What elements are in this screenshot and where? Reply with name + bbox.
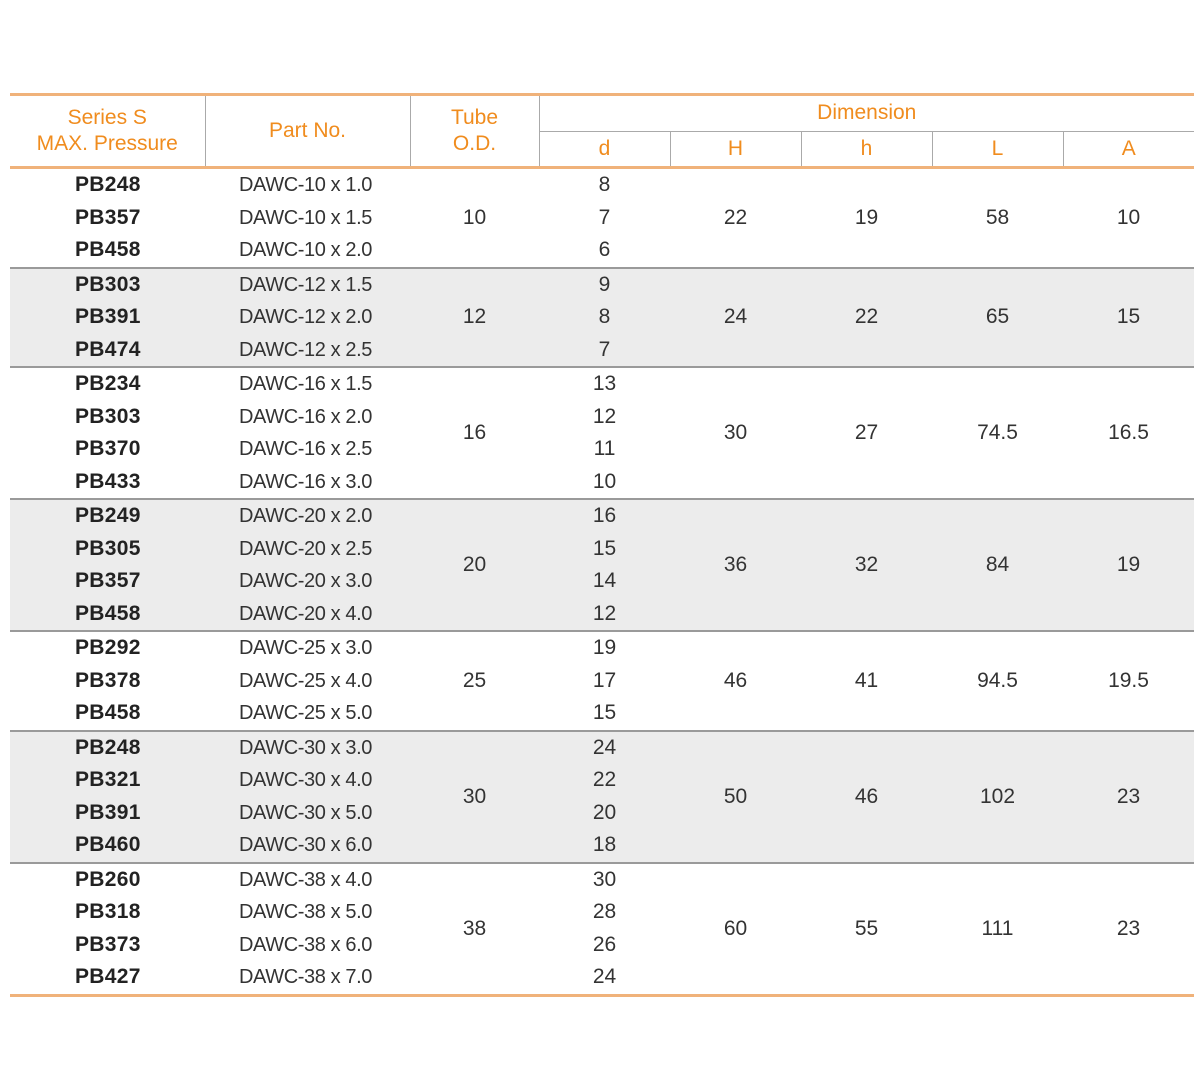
dim-d-cell: 7 (598, 205, 611, 229)
table-row (10, 168, 1194, 202)
series-cell: PB248 (75, 173, 141, 197)
series-cell: PB303 (75, 404, 141, 428)
table-row (10, 367, 1194, 401)
dim-d-cell: 13 (592, 372, 617, 396)
dim-L-cell: 74.5 (932, 367, 1063, 499)
dimension-header: Dimension (539, 95, 1194, 132)
dim-A-cell: 19.5 (1063, 631, 1194, 731)
part-number-cell: DAWC-38 x 5.0 (239, 901, 372, 924)
dim-header-L: L (932, 131, 1063, 168)
part-number-cell: DAWC-25 x 4.0 (239, 669, 372, 692)
dim-d-cell: 12 (539, 598, 670, 632)
dim-L-cell: 58 (932, 168, 1063, 268)
part-number-cell: DAWC-16 x 1.5 (239, 373, 372, 396)
dim-L-cell: 111 (932, 863, 1063, 996)
series-header (10, 95, 205, 168)
dim-L-cell: 94.5 (932, 631, 1063, 731)
part-number-cell: DAWC-20 x 4.0 (205, 598, 410, 632)
dim-header-H: H (670, 131, 801, 168)
tube-header-line2: O.D. (452, 132, 497, 155)
series-cell: PB391 (10, 797, 205, 830)
part-number-cell: DAWC-16 x 3.0 (205, 466, 410, 500)
series-cell: PB234 (75, 372, 141, 396)
dim-d-cell: 11 (593, 437, 616, 461)
tube-header (410, 95, 539, 168)
part-number-cell: DAWC-10 x 2.0 (205, 234, 410, 268)
dim-L-cell: 65 (932, 268, 1063, 368)
dim-h-cell: 19 (801, 168, 932, 268)
part-number-cell: DAWC-12 x 2.5 (205, 334, 410, 368)
part-number-cell: DAWC-10 x 1.5 (239, 206, 372, 229)
dim-H-cell: 30 (670, 367, 801, 499)
part-number-cell: DAWC-20 x 2.0 (205, 499, 410, 533)
dim-A-cell: 23 (1063, 863, 1194, 996)
dim-L-cell: 102 (932, 731, 1063, 863)
part-number-cell: DAWC-30 x 6.0 (205, 829, 410, 863)
dim-d-cell: 7 (539, 334, 670, 368)
table-row (10, 863, 1194, 897)
dim-H-cell: 60 (670, 863, 801, 996)
part-number-cell: DAWC-25 x 3.0 (239, 637, 372, 660)
series-header-line1: Series S (67, 106, 147, 129)
part-number-cell: DAWC-16 x 2.0 (239, 405, 372, 428)
dim-d-cell: 28 (592, 900, 617, 924)
series-cell: PB318 (75, 900, 141, 924)
part-number-cell: DAWC-12 x 1.5 (205, 268, 410, 302)
tube-od-cell: 30 (410, 731, 539, 863)
table-row (10, 499, 1194, 533)
dim-H-cell: 50 (670, 731, 801, 863)
table-group (10, 863, 1194, 996)
dim-d-cell: 19 (592, 636, 617, 660)
dim-header-h: h (801, 131, 932, 168)
table-header (10, 95, 1194, 168)
series-cell: PB357 (10, 565, 205, 598)
dim-d-cell: 6 (539, 234, 670, 268)
series-cell: PB249 (10, 499, 205, 533)
tube-od-cell: 25 (410, 631, 539, 731)
dim-d-cell: 26 (592, 932, 617, 956)
dim-h-cell: 22 (801, 268, 932, 368)
part-number-cell: DAWC-38 x 6.0 (239, 933, 372, 956)
tube-od-cell: 16 (410, 367, 539, 499)
dim-A-cell: 15 (1063, 268, 1194, 368)
dim-h-cell: 46 (801, 731, 932, 863)
series-cell: PB460 (10, 829, 205, 863)
dim-A-cell: 23 (1063, 731, 1194, 863)
part-number-cell: DAWC-30 x 3.0 (205, 731, 410, 765)
dim-H-cell: 36 (670, 499, 801, 631)
series-cell: PB458 (10, 234, 205, 268)
series-cell: PB303 (10, 268, 205, 302)
dim-d-cell: 18 (539, 829, 670, 863)
dim-L-cell: 84 (932, 499, 1063, 631)
series-cell: PB458 (10, 598, 205, 632)
part-number-cell: DAWC-10 x 1.0 (239, 174, 372, 197)
dim-d-cell: 9 (539, 268, 670, 302)
series-cell: PB391 (10, 301, 205, 334)
dim-d-cell: 17 (592, 668, 617, 692)
dim-A-cell: 19 (1063, 499, 1194, 631)
part-number-cell: DAWC-12 x 2.0 (205, 301, 410, 334)
series-cell: PB458 (10, 697, 205, 731)
series-cell: PB370 (75, 437, 141, 461)
dim-d-cell: 15 (539, 697, 670, 731)
spec-table (10, 93, 1194, 997)
dim-H-cell: 24 (670, 268, 801, 368)
dim-d-cell: 8 (539, 301, 670, 334)
part-number-cell: DAWC-30 x 4.0 (205, 764, 410, 797)
part-number-cell: DAWC-16 x 2.5 (239, 438, 372, 461)
dim-d-cell: 20 (539, 797, 670, 830)
dim-header-d: d (539, 131, 670, 168)
dim-H-cell: 22 (670, 168, 801, 268)
part-header: Part No. (205, 95, 410, 168)
dim-d-cell: 22 (539, 764, 670, 797)
dim-d-cell: 14 (539, 565, 670, 598)
table-row (10, 631, 1194, 665)
series-cell: PB357 (75, 205, 141, 229)
dim-h-cell: 27 (801, 367, 932, 499)
series-cell: PB305 (10, 533, 205, 566)
tube-od-cell: 10 (410, 168, 539, 268)
dim-d-cell: 24 (539, 731, 670, 765)
dim-h-cell: 41 (801, 631, 932, 731)
dim-d-cell: 16 (539, 499, 670, 533)
part-number-cell: DAWC-38 x 7.0 (205, 961, 410, 995)
table-row (10, 731, 1194, 765)
dim-d-cell: 10 (539, 466, 670, 500)
tube-od-cell: 12 (410, 268, 539, 368)
tube-od-cell: 20 (410, 499, 539, 631)
table-group (10, 631, 1194, 731)
dim-H-cell: 46 (670, 631, 801, 731)
dim-header-A: A (1063, 131, 1194, 168)
series-cell: PB321 (10, 764, 205, 797)
dim-A-cell: 10 (1063, 168, 1194, 268)
table-group (10, 499, 1194, 631)
table-group (10, 367, 1194, 499)
tube-od-cell: 38 (410, 863, 539, 996)
series-cell: PB260 (75, 867, 141, 891)
table-group (10, 168, 1194, 268)
dim-d-cell: 24 (539, 961, 670, 995)
table-group (10, 731, 1194, 863)
series-cell: PB378 (75, 668, 141, 692)
dim-d-cell: 15 (539, 533, 670, 566)
series-cell: PB292 (75, 636, 141, 660)
part-number-cell: DAWC-20 x 3.0 (205, 565, 410, 598)
series-cell: PB373 (75, 932, 141, 956)
dim-h-cell: 55 (801, 863, 932, 996)
part-number-cell: DAWC-38 x 4.0 (239, 868, 372, 891)
series-cell: PB248 (10, 731, 205, 765)
series-header-line2: MAX. Pressure (36, 132, 178, 155)
dim-d-cell: 30 (592, 867, 617, 891)
series-cell: PB433 (10, 466, 205, 500)
dim-d-cell: 12 (592, 404, 617, 428)
dim-A-cell: 16.5 (1063, 367, 1194, 499)
series-cell: PB474 (10, 334, 205, 368)
table-group (10, 268, 1194, 368)
table-row (10, 268, 1194, 302)
part-number-cell: DAWC-30 x 5.0 (205, 797, 410, 830)
part-number-cell: DAWC-20 x 2.5 (205, 533, 410, 566)
dim-h-cell: 32 (801, 499, 932, 631)
tube-header-line1: Tube (450, 106, 499, 129)
part-number-cell: DAWC-25 x 5.0 (205, 697, 410, 731)
series-cell: PB427 (10, 961, 205, 995)
dim-d-cell: 8 (598, 173, 611, 197)
